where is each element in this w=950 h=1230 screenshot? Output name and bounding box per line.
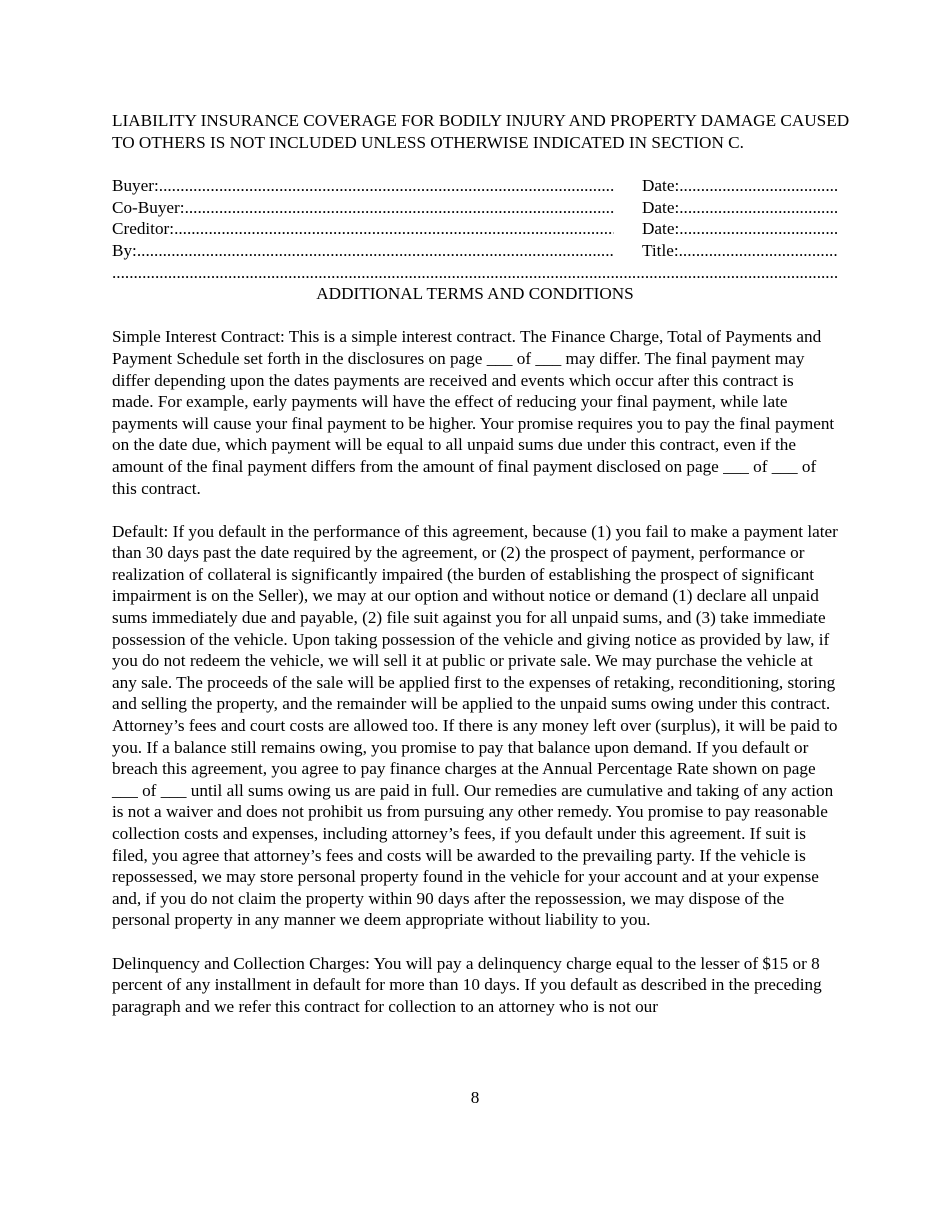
title-dotted-line [679,240,838,262]
page-number: 8 [470,1088,480,1107]
by-signature-line[interactable] [112,240,614,262]
title-label: Title: [642,240,679,260]
by-row [112,240,838,262]
simple-interest-paragraph: Simple Interest Contract: This is a simple interest contract. The Finance Charge, Total of Payments and Payment Schedule set forth in the disclosures on page ___ of ___ may differ. The final payment may differ depending upon the dates payments are received and events which occur after this contract is made. For example, early payments will have the effect of reducing your final payment, while late payments will cause your final payment to be higher. Your promise requires you to pay the final payment on the date due, which payment will be equal to all unpaid sums due under this contract, even if the amount of the final payment differs from the amount of final payment disclosed on page ___ of ___ of this contract. [112,327,835,498]
default-paragraph: Default: If you default in the performance of this agreement, because (1) you fail to make a payment later than 30 days past the date required by the agreement, or (2) the prospect of payment, performance or realization of collateral is significantly impaired (the burden of establishing the prospect of significant impairment is on the Seller), we may at our option and without notice or demand (1) declare all unpaid sums immediately due and payable, (2) file suit against you for all unpaid sums, and (3) take immediate possession of the vehicle. Upon taking possession of the vehicle and giving notice as provided by law, if you do not redeem the vehicle, we will sell it at public or private sale. We may purchase the vehicle at any sale. The proceeds of the sale will be applied first to the expenses of retaking, reconditioning, storing and selling the property, and the remainder will be applied to the unpaid sums owing under this contract. Attorney’s fees and court costs are allowed too. If there is any money left over (surplus), it will be paid to you. If a balance still remains owing, you promise to pay that balance upon demand. If you default or breach this agreement, you agree to pay finance charges at the Annual Percentage Rate shown on page ___ of ___ until all sums owing us are paid in full. Our remedies are cumulative and taking of any action is not a waiver and does not prohibit us from pursuing any other remedy. You promise to pay reasonable collection costs and expenses, including attorney’s fees, if you default under this agreement. If suit is filed, you agree that attorney’s fees and costs will be awarded to the prevailing party. If the vehicle is repossessed, we may store personal property found in the vehicle for your account and at your expense and, if you do not claim the property within 90 days after the repossession, we may dispose of the personal property in any manner we deem appropriate without liability to you. [112,521,838,930]
creditor-label: Creditor: [112,219,175,239]
cobuyer-signature-line[interactable] [112,197,614,219]
by-label: By: [112,240,137,260]
buyer-dotted-line [159,175,614,197]
delinquency-paragraph: Delinquency and Collection Charges: You will pay a delinquency charge equal to the lesser of $15 or 8 percent of any installment in default for more than 10 days. If you default as described in the preceding paragraph and we refer this contract for collection to an attorney who is not our [112,953,822,1016]
document-page [112,110,850,1017]
separator-dotted-line [112,262,838,284]
cobuyer-date-label: Date: [642,197,680,217]
creditor-dotted-line [174,218,614,240]
cobuyer-row [112,197,838,219]
creditor-signature-line[interactable] [112,218,614,240]
creditor-date-line[interactable] [642,218,838,240]
cobuyer-dotted-line [185,197,614,219]
cobuyer-date-dotted-line [679,197,838,219]
buyer-date-line[interactable] [642,175,838,197]
cobuyer-date-line[interactable] [642,197,838,219]
creditor-date-label: Date: [642,219,680,239]
liability-notice: LIABILITY INSURANCE COVERAGE FOR BODILY INJURY AND PROPERTY DAMAGE CAUSED TO OTHERS IS NOT INCLUDED UNLESS OTHERWISE INDICATED IN SECTION C. [112,111,850,152]
buyer-date-label: Date: [642,176,680,196]
creditor-date-dotted-line [679,218,838,240]
cobuyer-label: Co-Buyer: [112,197,185,217]
by-dotted-line [137,240,614,262]
buyer-date-dotted-line [679,175,838,197]
creditor-row [112,218,838,240]
buyer-row [112,175,838,197]
buyer-signature-line[interactable] [112,175,614,197]
title-line[interactable] [642,240,838,262]
buyer-label: Buyer: [112,176,159,196]
section-title: ADDITIONAL TERMS AND CONDITIONS [316,284,634,304]
signature-block [112,175,838,283]
